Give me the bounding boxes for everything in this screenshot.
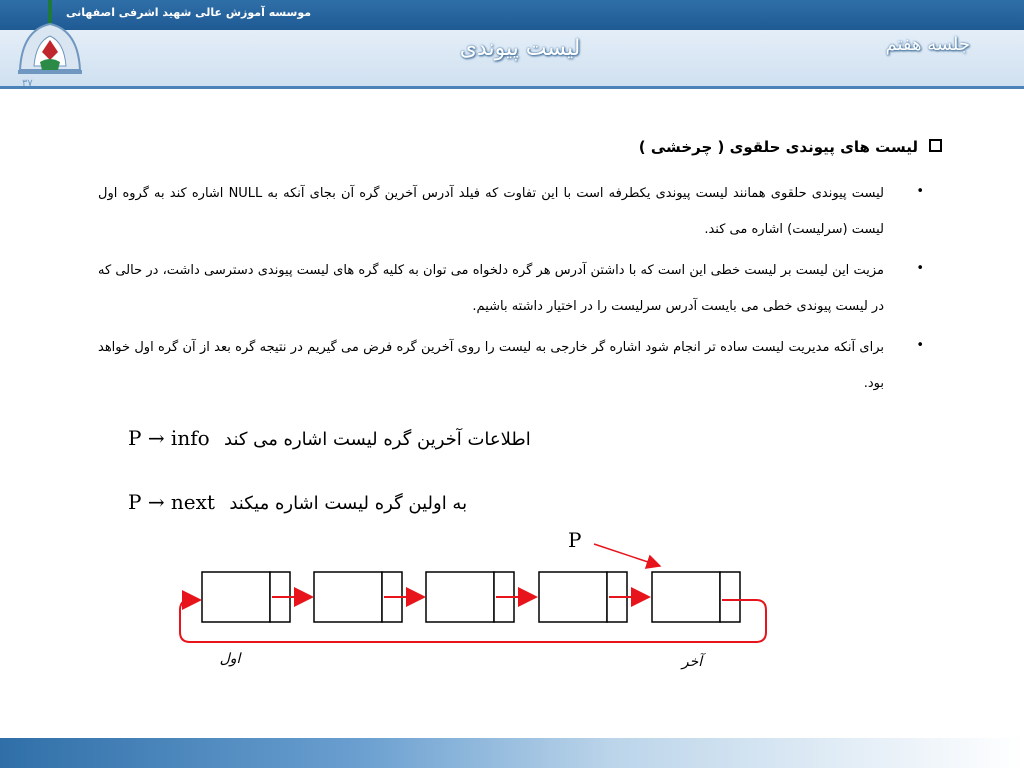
section-heading: لیست های پیوندی حلقوی ( چرخشی ) <box>638 138 918 156</box>
institution-name: موسسه آموزش عالی شهید اشرفی اصفهانی <box>66 6 312 19</box>
pointer-next-desc: به اولین گره لیست اشاره میکند <box>229 493 468 514</box>
bullet-item: برای آنکه مدیریت لیست ساده تر انجام شود اشاره گر خارجی به لیست را روی آخرین گره فرض می گیریم در نتیجه گره بعد از آن گره اول خواهد بود. <box>98 340 884 391</box>
bullet-item: لیست پیوندی حلقوی همانند لیست پیوندی یکطرفه است با این تفاوت که فیلد آدرس آخرین گره آن بجای آنکه به NULL اشاره کند به گروه اول لیست (سرلیست) اشاره می کند. <box>98 186 885 237</box>
session-label: جلسه هفتم <box>885 34 970 55</box>
first-node-label: اول <box>219 651 241 667</box>
pointer-info-desc: اطلاعات آخرین گره لیست اشاره می کند <box>224 429 531 450</box>
pointer-p-label: P <box>568 528 582 552</box>
list-node <box>652 572 740 622</box>
footer-band <box>0 738 1024 768</box>
pointer-info-code: P → info <box>128 426 210 450</box>
bullet-dot-icon: • <box>916 184 924 199</box>
pointer-next-code: P → next <box>128 490 215 514</box>
pointer-p-arrow <box>594 544 660 566</box>
last-node-label: آخر <box>681 654 703 670</box>
bullet-dot-icon: • <box>916 338 924 353</box>
bullet-dot-icon: • <box>916 261 924 276</box>
slide-title: لیست پیوندی <box>459 36 581 61</box>
svg-text:٣٧: ٣٧ <box>22 78 33 89</box>
bullet-item: مزیت این لیست بر لیست خطی این است که با داشتن آدرس هر گره دلخواه می توان به کلیه گره های لیست پیوندی دسترسی داشت، در حالی که در لیست پیوندی خطی می بایست آدرس سرلیست را در اختیار داشته باشیم. <box>98 263 884 314</box>
